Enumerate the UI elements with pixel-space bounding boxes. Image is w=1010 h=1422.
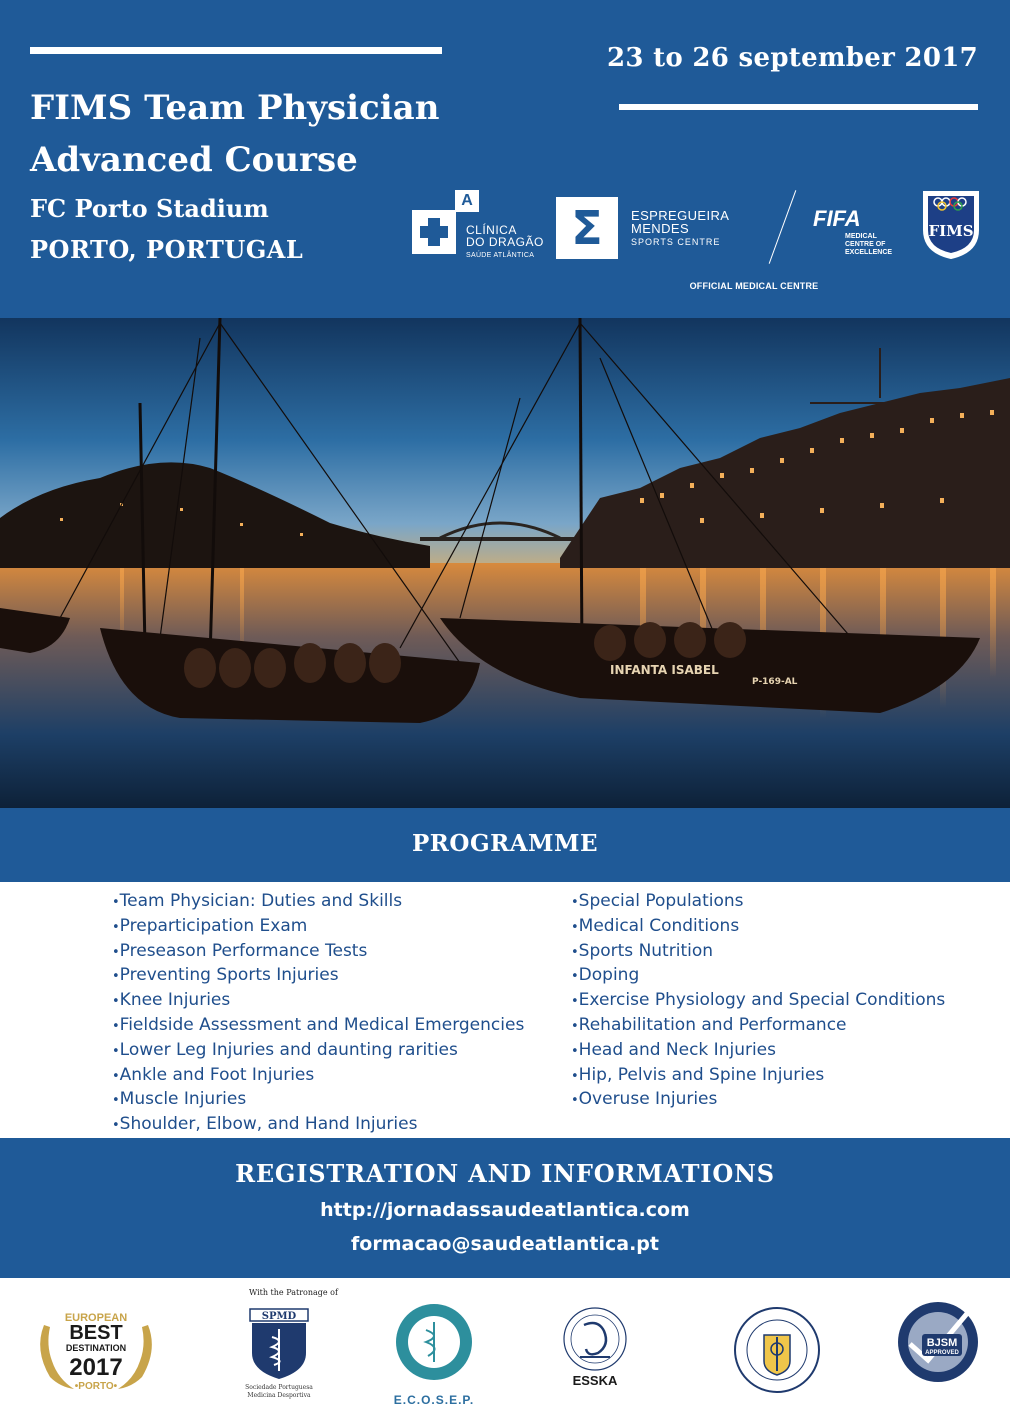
ecosep-logo bbox=[384, 1300, 484, 1412]
sigma-icon: Σ bbox=[556, 197, 618, 259]
clinica-sub: SAÚDE ATLÂNTICA bbox=[466, 252, 535, 259]
list-item: • Rehabilitation and Performance bbox=[571, 1014, 945, 1039]
svg-text:Sociedade Portuguesa: Sociedade Portuguesa bbox=[245, 1384, 313, 1391]
boat-registration: P-169-AL bbox=[752, 677, 798, 687]
clinica-name: CLÍNICA DO DRAGÃO bbox=[466, 223, 544, 249]
boat-name: INFANTA ISABEL bbox=[610, 663, 719, 677]
header-banner bbox=[0, 0, 1010, 318]
header-rule-right bbox=[619, 104, 978, 110]
list-item: • Head and Neck Injuries bbox=[571, 1039, 945, 1064]
clinica-do-dragao-logo bbox=[412, 190, 542, 266]
list-item: • Overuse Injuries bbox=[571, 1088, 945, 1113]
svg-text:ESSKA: ESSKA bbox=[572, 1373, 618, 1388]
svg-text:DESTINATION: DESTINATION bbox=[65, 1343, 127, 1353]
fims-shield-logo bbox=[922, 190, 980, 260]
espregueira-sub: SPORTS CENTRE bbox=[631, 237, 721, 247]
svg-text:EUROPEAN: EUROPEAN bbox=[64, 1312, 128, 1324]
course-title-line2: Advanced Course bbox=[30, 140, 358, 180]
esska-logo bbox=[558, 1305, 632, 1389]
spmd-logo bbox=[244, 1305, 314, 1401]
clinica-letter: A bbox=[455, 190, 479, 212]
registration-email-link[interactable]: formacao@saudeatlantica.pt bbox=[351, 1233, 659, 1255]
list-item: • Team Physician: Duties and Skills bbox=[112, 890, 524, 915]
programme-title: PROGRAMME bbox=[412, 830, 598, 857]
logo-divider bbox=[769, 190, 797, 264]
porto-river-photo bbox=[0, 318, 1010, 808]
list-item: • Preparticipation Exam bbox=[112, 915, 524, 940]
svg-text:SPMD: SPMD bbox=[261, 1311, 297, 1322]
list-item: • Muscle Injuries bbox=[112, 1088, 524, 1113]
svg-text:E.C.O.S.E.P.: E.C.O.S.E.P. bbox=[393, 1393, 475, 1407]
fifa-logo bbox=[813, 208, 913, 260]
svg-text:Medicina Desportiva: Medicina Desportiva bbox=[247, 1392, 311, 1399]
fifa-name: FIFA bbox=[813, 206, 861, 231]
bjsm-approved-logo bbox=[896, 1300, 980, 1384]
header-rule-left bbox=[30, 47, 442, 54]
event-date: 23 to 26 september 2017 bbox=[606, 43, 978, 73]
official-medical-centre: OFFICIAL MEDICAL CENTRE bbox=[689, 281, 819, 291]
city: PORTO, PORTUGAL bbox=[30, 235, 304, 264]
list-item: • Shoulder, Elbow, and Hand Injuries bbox=[112, 1113, 524, 1138]
programme-list-right bbox=[571, 890, 945, 1113]
svg-text:BEST: BEST bbox=[69, 1322, 123, 1344]
svg-text:•PORTO•: •PORTO• bbox=[74, 1381, 118, 1392]
plus-icon bbox=[412, 210, 456, 254]
registration-title: REGISTRATION AND INFORMATIONS bbox=[235, 1159, 775, 1188]
venue: FC Porto Stadium bbox=[30, 194, 269, 223]
espregueira-name: ESPREGUEIRA MENDES bbox=[631, 208, 730, 236]
list-item: • Ankle and Foot Injuries bbox=[112, 1064, 524, 1089]
list-item: • Lower Leg Injuries and daunting rarities bbox=[112, 1039, 524, 1064]
list-item: • Exercise Physiology and Special Conditions bbox=[571, 989, 945, 1014]
list-item: • Preseason Performance Tests bbox=[112, 940, 524, 965]
patronage-label: With the Patronage of bbox=[249, 1288, 338, 1297]
list-item: • Sports Nutrition bbox=[571, 940, 945, 965]
svg-text:APPROVED: APPROVED bbox=[925, 1350, 959, 1356]
list-item: • Special Populations bbox=[571, 890, 945, 915]
svg-text:2017: 2017 bbox=[69, 1354, 123, 1381]
programme-list-left bbox=[112, 890, 524, 1138]
svg-text:BJSM: BJSM bbox=[926, 1337, 958, 1349]
espregueira-mendes-logo bbox=[556, 197, 756, 261]
fifa-sub: MEDICAL CENTRE OF EXCELLENCE bbox=[845, 233, 893, 256]
list-item: • Medical Conditions bbox=[571, 915, 945, 940]
isakos-logo bbox=[732, 1305, 822, 1395]
fims-text: FIMS bbox=[928, 222, 974, 240]
european-best-destination-logo bbox=[30, 1305, 162, 1395]
list-item: • Doping bbox=[571, 964, 945, 989]
course-title-line1: FIMS Team Physician bbox=[30, 88, 440, 128]
list-item: • Fieldside Assessment and Medical Emergencies bbox=[112, 1014, 524, 1039]
list-item: • Hip, Pelvis and Spine Injuries bbox=[571, 1064, 945, 1089]
registration-url-link[interactable]: http://jornadassaudeatlantica.com bbox=[320, 1199, 690, 1221]
list-item: • Knee Injuries bbox=[112, 989, 524, 1014]
list-item: • Preventing Sports Injuries bbox=[112, 964, 524, 989]
